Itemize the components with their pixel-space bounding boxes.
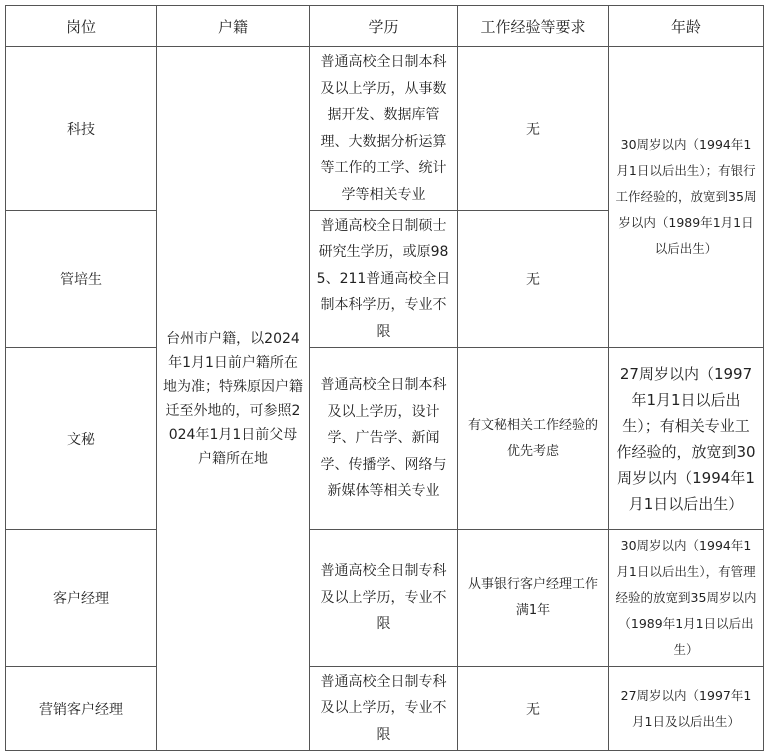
age-cell: 27周岁以内（1997年1月1日及以后出生） <box>609 667 764 751</box>
header-row <box>6 6 764 47</box>
age-cell: 30周岁以内（1994年1月1日以后出生）；有银行工作经验的，放宽到35周岁以内（1989年1月1日以后出生） <box>609 47 764 348</box>
education-cell: 普通高校全日制本科及以上学历，设计学、广告学、新闻学、传播学、网络与新媒体等相关专业 <box>310 348 458 530</box>
table-row <box>6 667 764 751</box>
requirements-table <box>5 5 764 751</box>
education-cell: 普通高校全日制专科及以上学历，专业不限 <box>310 530 458 667</box>
age-cell: 30周岁以内（1994年1月1日以后出生），有管理经验的放宽到35周岁以内（1989年1月1日以后出生） <box>609 530 764 667</box>
position-cell: 营销客户经理 <box>6 667 157 751</box>
education-cell: 普通高校全日制本科及以上学历，从事数据开发、数据库管理、大数据分析运算等工作的工学、统计学等相关专业 <box>310 47 458 211</box>
position-cell: 客户经理 <box>6 530 157 667</box>
education-cell: 普通高校全日制硕士研究生学历，或原985、211普通高校全日制本科学历，专业不限 <box>310 211 458 348</box>
header-position: 岗位 <box>6 6 157 47</box>
huji-cell: 台州市户籍，以2024年1月1日前户籍所在地为准；特殊原因户籍迁至外地的，可参照2024年1月1日前父母户籍所在地 <box>157 47 310 751</box>
header-experience: 工作经验等要求 <box>458 6 609 47</box>
header-education: 学历 <box>310 6 458 47</box>
experience-cell: 无 <box>458 211 609 348</box>
experience-cell: 无 <box>458 47 609 211</box>
position-cell: 管培生 <box>6 211 157 348</box>
age-cell: 27周岁以内（1997年1月1日以后出生）；有相关专业工作经验的，放宽到30周岁以内（1994年1月1日以后出生） <box>609 348 764 530</box>
header-huji: 户籍 <box>157 6 310 47</box>
position-cell: 文秘 <box>6 348 157 530</box>
education-cell: 普通高校全日制专科及以上学历，专业不限 <box>310 667 458 751</box>
experience-cell: 从事银行客户经理工作满1年 <box>458 530 609 667</box>
table-row <box>6 47 764 211</box>
position-cell: 科技 <box>6 47 157 211</box>
experience-cell: 无 <box>458 667 609 751</box>
table-row <box>6 530 764 667</box>
table-row <box>6 348 764 530</box>
experience-cell: 有文秘相关工作经验的优先考虑 <box>458 348 609 530</box>
header-age: 年龄 <box>609 6 764 47</box>
